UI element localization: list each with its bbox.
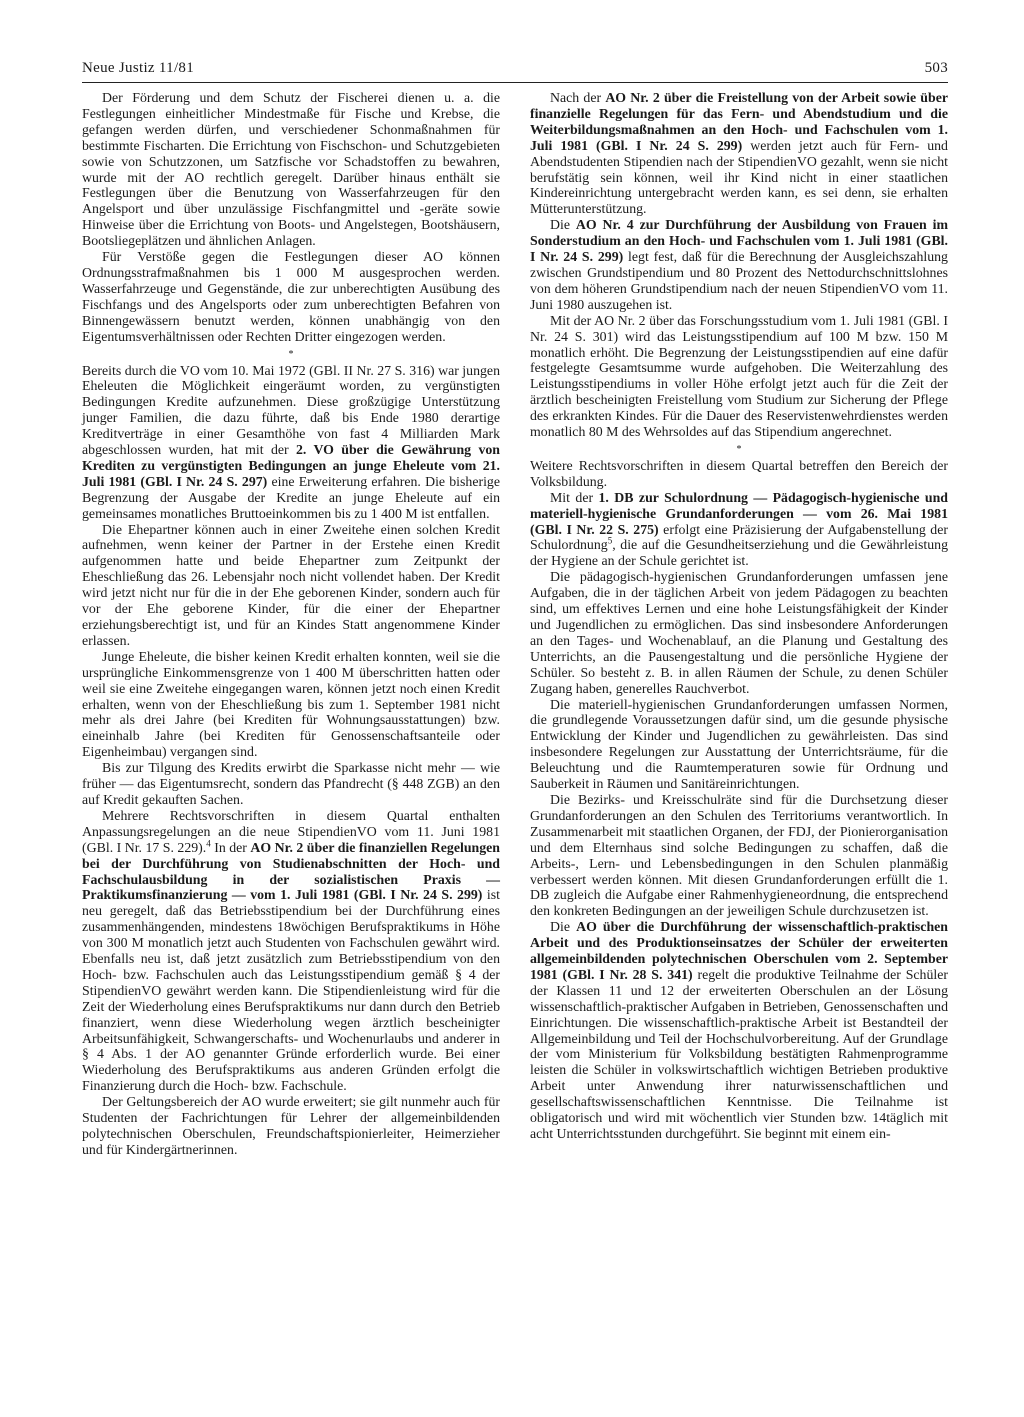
paragraph: Bis zur Tilgung des Kredits erwirbt die Sparkasse nicht mehr — wie früher — das Eigentumsrecht, sondern das Pfandrecht (§ 448 ZGB) an den auf Kredit gekauften Sachen.	[82, 760, 500, 807]
page-header	[82, 58, 948, 83]
journal-title: Neue Justiz 11/81	[82, 60, 195, 76]
text-run: eine Erweiterung erfahren. Die bisherige Begrenzung der Ausgabe der Kredite an junge Eheleute auf ein gemeinsames monatliches Bruttoeinkommen bis zu 1 400 M ist entfallen.	[82, 473, 500, 521]
left-column	[82, 90, 500, 1158]
text-run: Bereits durch die VO vom 10. Mai 1972 (GBl. II Nr. 27 S. 316) war jungen Eheleuten die Möglichkeit eingeräumt worden, zu vergünstigten Bedingungen Kredite aufzunehmen. Diese großzügige Unterstützung junger Familien, die dazu führte, daß bis Ende 1980 derartige Kreditverträge in einer Gesamthöhe von fast 4 Milliarden Mark abgeschlossen wurden, hat mit der	[82, 362, 500, 458]
paragraph: Der Förderung und dem Schutz der Fischerei dienen u. a. die Festlegungen einheitlicher Mindestmaße für Fische und Krebse, die gefangen werden dürfen, und verschiedener Schonmaßnahmen für bestimmte Fischarten. Die Errichtung von Fischschon- und Schutzgebieten sowie von Schutzzonen, um Satzfische vor Schadstoffen zu bewahren, wurde mit der AO rechtlich geregelt. Darüber hinaus enthält sie Festlegungen über die Benutzung von Wasserfahrzeugen für den Angelsport und über unzulässige Fischfangmittel und -geräte sowie Hinweise über die Errichtung von Boots- und Angelstegen, Bootshäusern, Bootsliegeplätzen und ähnlichen Anlagen.	[82, 90, 500, 249]
paragraph: Mit der AO Nr. 2 über das Forschungsstudium vom 1. Juli 1981 (GBl. I Nr. 24 S. 301) wird das Leistungsstipendium auf 100 M bzw. 150 M monatlich erhöht. Die Begrenzung der Leistungsstipendien auf eine dafür festgelegte Gesamtsumme wurde aufgehoben. Die Weiterzahlung des Leistungsstipendiums in voller Höhe erfolgt jetzt auch für die Zeit der ärztlich bescheinigten Freistellung vom Studium zur Sicherung der Pflege des erkrankten Kindes. Für die Dauer des Reservistenwehrdienstes werden monatlich 80 M des Wehrsoldes auf das Stipendium angerechnet.	[530, 312, 948, 440]
legal-reference: AO Nr. 2 über die Freistellung von der Arbeit sowie über finanzielle Regelungen für das Fern- und Abendstudium und die Weiterbildungsmaßnahmen an den Hoch- und Fachschulen vom 1. Juli 1981 (GBl. I Nr. 24 S. 299)	[530, 90, 948, 153]
legal-reference: AO Nr. 2 über die finanziellen Regelungen bei der Durchführung von Studienabschnitten der Hoch- und Fachschulausbildung in der sozialistischen Praxis — Praktikumsfinanzierung — vom 1. Juli 1981 (GBl. I Nr. 24 S. 299)	[82, 839, 500, 903]
paragraph	[82, 1094, 500, 1158]
paragraph: Die pädagogisch-hygienischen Grundanforderungen umfassen jene Aufgaben, die in der täglichen Arbeit von jedem Pädagogen zu beachten sind, um effektives Lernen und eine hohe Leistungsfähigkeit der Kinder und Jugendlichen zu ermöglichen. Das sind insbesondere Anforderungen an den Tages- und Wochenablauf, an die Planung und Gestaltung des Unterrichts, an die Pausengestaltung und die persönliche Hygiene der Schüler. So besteht z. B. in allen Räumen der Schule, zu denen Schüler Zugang haben, generelles Rauchverbot.	[530, 569, 948, 696]
text-run: erfolgt eine Präzisierung der Aufgabenstellung der Schulordnung	[530, 521, 948, 553]
text-run: Die	[550, 919, 577, 935]
text-run: legt fest, daß für die Berechnung der Ausgleichszahlung zwischen Grundstipendium und 80 Prozent des Nettodurchschnittslohnes von dem höheren Grundstipendium nach der neuen StipendienVO vom 11. Juni 1980 auszugehen ist.	[530, 249, 948, 312]
text-run: Mehrere Rechtsvorschriften in diesem Quartal enthalten Anpassungsregelungen an die neue StipendienVO vom 11. Juni 1981 (GBl. I Nr. 17 S. 229).	[82, 807, 500, 855]
text-run: Der Geltungsbereich der AO wurde erweitert; sie gilt nunmehr auch für Studenten der Fachrichtungen für Lehrer der allgemeinbildenden polytechnischen Oberschulen, Freundschaftspionierleiter, Heimerzieher und für Kindergärtnerinnen.	[82, 1094, 500, 1157]
paragraph	[530, 490, 948, 570]
legal-reference: AO über die Durchführung der wissenschaftlich-praktischen Arbeit und des Produktionseinsatzes der Schüler der erweiterten allgemeinbildenden polytechnischen Oberschulen vom 2. September 1981 (GBl. I Nr. 28 S. 341)	[530, 919, 948, 982]
footnote-marker: 5	[607, 535, 613, 546]
text-run: ist neu geregelt, daß das Betriebsstipendium bei der Durchführung eines zusammenhängenden, mindestens 18wöchigen Berufspraktikums in Höhe von 300 M monatlich jetzt auch Studenten von Fachschulen gewährt wird. Ebenfalls neu ist, daß jetzt zusätzlich zum Betriebsstipendium von den Hoch- bzw. Fachschulen auch das Leistungsstipendium gemäß § 4 der StipendienVO gewährt werden kann. Die Stipendienleistung wird für die Zeit der Wiederholung eines Berufspraktikums nur dann durch den Betrieb finanziert, wenn diese Wiederholung wegen ärztlich bescheinigter Arbeitsunfähigkeit, Schwangerschafts- und Wochenurlaubs und anderer in § 4 Abs. 1 der AO genannter Gründe erforderlich wurde. Bei einer Wiederholung des Berufspraktikums aus anderen Gründen erfolgt die Finanzierung durch die Hoch- bzw. Fachschule.	[82, 887, 500, 1094]
paragraph	[530, 217, 948, 312]
text-run: Die	[550, 217, 576, 233]
paragraph: Junge Eheleute, die bisher keinen Kredit erhalten konnten, weil sie die ursprüngliche Einkommensgrenze von 1 400 M überschritten hatten oder weil sie eine Zweitehe eingegangen waren, können jetzt noch einen Kredit erhalten, wenn von der Eheschließung bis zum 1. September 1981 nicht mehr als drei Jahre (bei Krediten für Wohnungsausstattungen) bzw. eineinhalb Jahre (bei Krediten für Genossenschaftsanteile oder Eigenheimbau) vergangen sind.	[82, 648, 500, 760]
text-run: , die auf die Gesundheitserziehung und die Gewährleistung der Hygiene an der Schule gerichtet ist.	[530, 537, 948, 569]
paragraph	[82, 808, 500, 1094]
text-run: Nach der	[550, 90, 606, 105]
paragraph	[530, 919, 948, 1142]
paragraph: Weitere Rechtsvorschriften in diesem Quartal betreffen den Bereich der Volksbildung.	[530, 457, 948, 489]
paragraph: Die materiell-hygienischen Grundanforderungen umfassen Normen, die grundlegende Voraussetzungen dafür sind, um die gesunde physische Entwicklung der Kinder und Jugendlichen zu gewährleisten. Das sind insbesondere Regelungen zur Ausstattung der Unterrichtsräume, für die Beleuchtung und die Raumtemperaturen sowie für Ordnung und Sauberkeit in Räumen und Sanitäreinrichtungen.	[530, 696, 948, 792]
footnote-marker: 4	[206, 838, 211, 849]
section-separator: *	[288, 348, 294, 360]
paragraph	[530, 90, 948, 217]
page-number: 503	[924, 60, 948, 76]
legal-reference: 1. DB zur Schulordnung — Pädagogisch-hygienische und materiell-hygienische Grundanforderungen — vom 26. Mai 1981 (GBl. I Nr. 22 S. 275)	[530, 489, 949, 537]
paragraph: Für Verstöße gegen die Festlegungen dieser AO können Ordnungsstrafmaßnahmen bis 1 000 M ausgesprochen werden. Wasserfahrzeuge und Gegenstände, die zur unberechtigten Ausübung des Fischfangs und des Angelsports oder zum unberechtigten Befahren von Binnengewässern benutzt werden, können unabhängig von den Eigentumsverhältnissen oder Rechten Dritter eingezogen werden.	[82, 249, 500, 344]
text-run: regelt die produktive Teilnahme der Schüler der Klassen 11 und 12 der erweiterten Oberschulen an der Lösung wissenschaftlich-praktischer Aufgaben in Betrieben, Genossenschaften und Einrichtungen. Die wissenschaftlich-praktische Arbeit ist Bestandteil der Allgemeinbildung und Teil der Hochschulvorbereitung. Auf der Grundlage der vom Ministerium für Volksbildung bestätigten Rahmenprogramme leisten die Schüler in volkswirtschaftlich wichtigen Betrieben produktive Arbeit unter Anwendung ihrer naturwissenschaftlichen und gesellschaftswissenschaftlichen Kenntnisse. Die Teilnahme ist obligatorisch und wird mit wöchentlich vier Stunden bzw. 14täglich mit acht Unterrichtsstunden durchgeführt. Sie beginnt mit einem ein-	[530, 966, 948, 1141]
legal-reference: AO Nr. 4 zur Durchführung der Ausbildung von Frauen im Sonderstudium an den Hoch- und Fachschulen vom 1. Juli 1981 (GBl. I Nr. 24 S. 299)	[530, 217, 948, 265]
legal-reference: 2. VO über die Gewährung von Krediten zu vergünstigten Bedingungen an junge Eheleute vom 21. Juli 1981 (GBl. I Nr. 24 S. 297)	[82, 442, 500, 489]
right-column	[530, 90, 948, 1142]
text-run: In der	[210, 839, 251, 855]
paragraph: Die Bezirks- und Kreisschulräte sind für die Durchsetzung dieser Grundanforderungen an den Schulen des Territoriums verantwortlich. In Zusammenarbeit mit staatlichen Organen, der FDJ, der Pionierorganisation und dem Elternhaus sind solche Bedingungen zu schaffen, daß die Arbeits-, Lern- und Lebensbedingungen in den Schulen planmäßig verbessert werden können. Mit diesen Grundanforderungen erfüllt die 1. DB zugleich die Aufgabe einer Rahmenhygieneordnung, die entsprechend den konkreten Bedingungen an der jeweiligen Schule durchzusetzen ist.	[530, 791, 948, 919]
text-run: werden jetzt auch für Fern- und Abendstudenten Stipendien nach der StipendienVO gezahlt, wenn sie nicht berufstätig sein können, weil ihr Kind nicht in einer staatlichen Kindereinrichtung untergebracht werden kann, es sei denn, sie erhalten Mütterunterstützung.	[530, 137, 948, 217]
paragraph	[82, 363, 500, 522]
section-separator: *	[736, 443, 742, 455]
paragraph: Die Ehepartner können auch in einer Zweitehe einen solchen Kredit aufnehmen, wenn keiner der Partner in der Erstehe einen Kredit aufgenommen hatte und beide Ehepartner zum Zeitpunkt der Eheschließung das 26. Lebensjahr noch nicht vollendet haben. Der Kredit wird jetzt nicht nur für die in der Ehe geborenen Kinder, sondern auch für vor der Ehe geborene Kinder, für die einer der Ehepartner erziehungsberechtigt ist, und für an Kindes Statt angenommene Kinder erlassen.	[82, 521, 500, 648]
text-run: Mit der	[550, 489, 599, 505]
